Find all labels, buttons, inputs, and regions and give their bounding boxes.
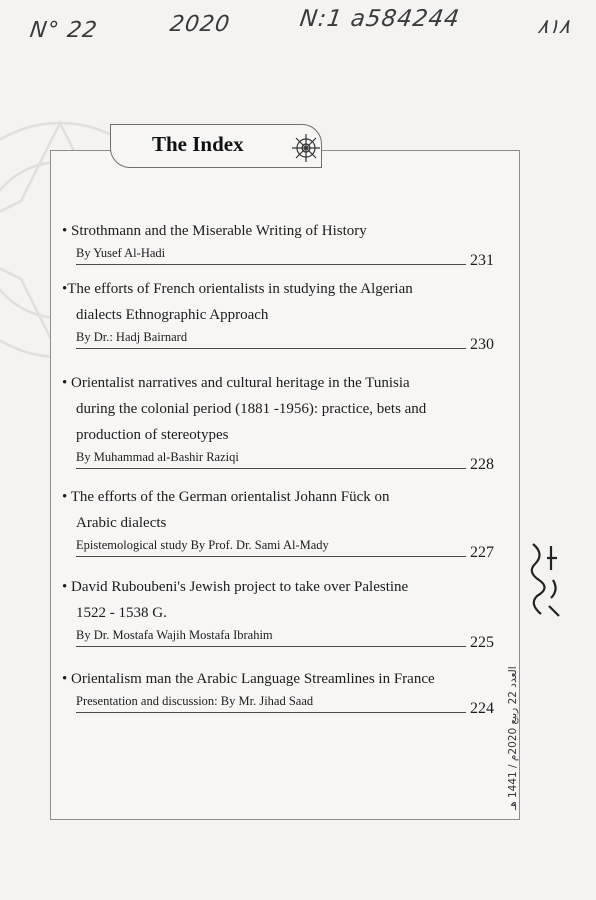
entry-author: By Dr. Mostafa Wajih Mostafa Ibrahim — [76, 628, 273, 642]
index-entry — [62, 666, 502, 709]
entry-title — [62, 370, 502, 448]
handwritten-arabic-note: ٨١٨ — [536, 14, 572, 38]
entry-title — [62, 218, 502, 244]
entry-title-line: • David Ruboubeni's Jewish project to take over Palestine — [62, 579, 409, 595]
entry-page-number: 227 — [470, 544, 494, 561]
entry-title-line: dialects Ethnographic Approach — [76, 307, 269, 323]
index-entry — [62, 370, 502, 465]
side-calligraphy-logo — [525, 540, 563, 620]
entry-divider — [76, 468, 466, 469]
index-entry — [62, 484, 502, 553]
entry-title-line: during the colonial period (1881 -1956): practice, bets and — [76, 401, 427, 417]
floral-ornament-icon — [286, 132, 326, 164]
entry-divider — [76, 348, 466, 349]
entry-title-line: •The efforts of French orientalists in studying the Algerian — [62, 281, 413, 297]
handwritten-accession-note: N:1 a584244 — [298, 6, 462, 32]
entry-author: By Yusef Al-Hadi — [76, 246, 166, 260]
entry-title — [62, 666, 502, 692]
entry-author: Presentation and discussion: By Mr. Jihad Saad — [76, 694, 314, 708]
entry-divider — [76, 264, 466, 265]
entry-title-line: • Orientalist narratives and cultural heritage in the Tunisia — [62, 375, 410, 391]
index-entry — [62, 574, 502, 643]
entry-title — [62, 574, 502, 626]
entry-author: By Dr.: Hadj Bairnard — [76, 330, 188, 344]
entry-page-number: 225 — [470, 634, 494, 651]
index-entry — [62, 276, 502, 345]
side-issue-label: العدد 22 ربيع 2020م / 1441 هـ — [507, 666, 519, 810]
entry-title-line: • Strothmann and the Miserable Writing of History — [62, 223, 367, 239]
entry-title-line: Arabic dialects — [76, 515, 167, 531]
handwritten-number-note: N° 22 — [28, 18, 100, 43]
entry-page-number: 228 — [470, 456, 494, 473]
entry-author: Epistemological study By Prof. Dr. Sami Al-Mady — [76, 538, 329, 552]
handwritten-year-note: 2020 — [168, 12, 232, 37]
entry-divider — [76, 712, 466, 713]
entry-page-number: 224 — [470, 700, 494, 717]
page-title: The Index — [152, 132, 244, 156]
entry-page-number: 231 — [470, 252, 494, 269]
entry-title-line: • The efforts of the German orientalist Johann Fück on — [62, 489, 390, 505]
entry-title — [62, 484, 502, 536]
entry-title — [62, 276, 502, 328]
index-entry — [62, 218, 502, 261]
entry-author: By Muhammad al-Bashir Raziqi — [76, 450, 239, 464]
entry-divider — [76, 646, 466, 647]
entry-divider — [76, 556, 466, 557]
entry-title-line: 1522 - 1538 G. — [76, 605, 167, 621]
entry-page-number: 230 — [470, 336, 494, 353]
entry-title-line: • Orientalism man the Arabic Language Streamlines in France — [62, 671, 435, 687]
entry-title-line: production of stereotypes — [76, 427, 229, 443]
